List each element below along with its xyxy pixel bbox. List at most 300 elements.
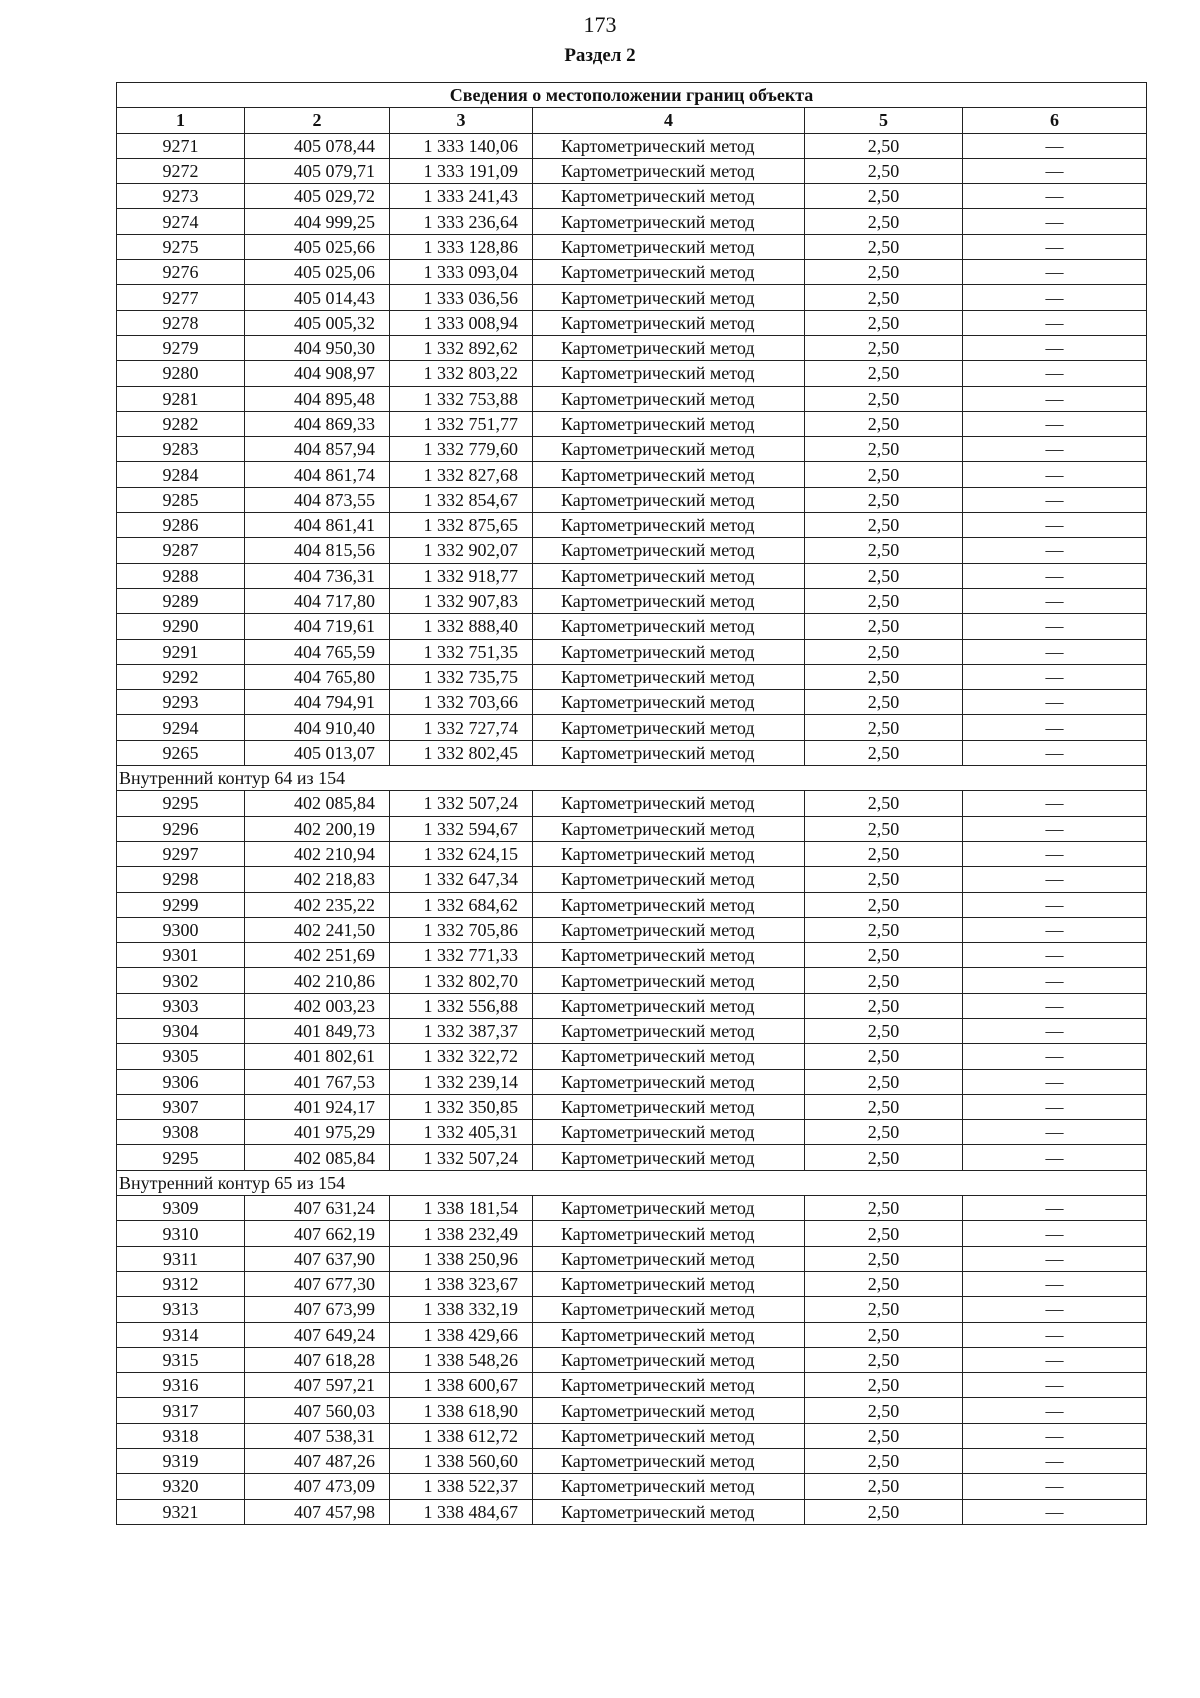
point-number-cell: 9314 (117, 1322, 245, 1347)
table-row (117, 715, 1147, 740)
table-row (117, 791, 1147, 816)
table-row (117, 437, 1147, 462)
description-cell: — (963, 209, 1147, 234)
method-cell: Картометрический метод (533, 538, 805, 563)
table-row (117, 1246, 1147, 1271)
accuracy-cell: 2,50 (805, 715, 963, 740)
table-row (117, 1120, 1147, 1145)
description-cell: — (963, 361, 1147, 386)
table-row (117, 1499, 1147, 1524)
table-row (117, 968, 1147, 993)
point-number-cell: 9310 (117, 1221, 245, 1246)
point-number-cell: 9304 (117, 1018, 245, 1043)
point-number-cell: 9276 (117, 260, 245, 285)
description-cell: — (963, 1069, 1147, 1094)
x-coordinate-cell: 405 025,66 (245, 234, 390, 259)
point-number-cell: 9289 (117, 588, 245, 613)
y-coordinate-cell: 1 332 405,31 (390, 1120, 533, 1145)
description-cell: — (963, 917, 1147, 942)
description-cell: — (963, 892, 1147, 917)
y-coordinate-cell: 1 332 647,34 (390, 867, 533, 892)
point-number-cell: 9291 (117, 639, 245, 664)
accuracy-cell: 2,50 (805, 513, 963, 538)
column-header: 2 (245, 108, 390, 133)
description-cell: — (963, 285, 1147, 310)
x-coordinate-cell: 404 950,30 (245, 335, 390, 360)
y-coordinate-cell: 1 338 484,67 (390, 1499, 533, 1524)
method-cell: Картометрический метод (533, 234, 805, 259)
description-cell: — (963, 184, 1147, 209)
description-cell: — (963, 816, 1147, 841)
y-coordinate-cell: 1 338 323,67 (390, 1271, 533, 1296)
y-coordinate-cell: 1 332 703,66 (390, 690, 533, 715)
method-cell: Картометрический метод (533, 1069, 805, 1094)
accuracy-cell: 2,50 (805, 1449, 963, 1474)
table-row (117, 1449, 1147, 1474)
method-cell: Картометрический метод (533, 1373, 805, 1398)
x-coordinate-cell: 407 538,31 (245, 1423, 390, 1448)
description-cell: — (963, 1423, 1147, 1448)
method-cell: Картометрический метод (533, 285, 805, 310)
method-cell: Картометрический метод (533, 1044, 805, 1069)
x-coordinate-cell: 404 857,94 (245, 437, 390, 462)
table-row (117, 917, 1147, 942)
description-cell: — (963, 1322, 1147, 1347)
y-coordinate-cell: 1 333 036,56 (390, 285, 533, 310)
description-cell: — (963, 1120, 1147, 1145)
accuracy-cell: 2,50 (805, 285, 963, 310)
accuracy-cell: 2,50 (805, 968, 963, 993)
method-cell: Картометрический метод (533, 487, 805, 512)
y-coordinate-cell: 1 332 802,45 (390, 740, 533, 765)
table-row (117, 335, 1147, 360)
method-cell: Картометрический метод (533, 335, 805, 360)
y-coordinate-cell: 1 332 875,65 (390, 513, 533, 538)
method-cell: Картометрический метод (533, 1499, 805, 1524)
point-number-cell: 9284 (117, 462, 245, 487)
description-cell: — (963, 1347, 1147, 1372)
table-row (117, 1474, 1147, 1499)
point-number-cell: 9272 (117, 158, 245, 183)
method-cell: Картометрический метод (533, 588, 805, 613)
method-cell: Картометрический метод (533, 1145, 805, 1170)
y-coordinate-cell: 1 332 624,15 (390, 841, 533, 866)
accuracy-cell: 2,50 (805, 1322, 963, 1347)
accuracy-cell: 2,50 (805, 841, 963, 866)
point-number-cell: 9297 (117, 841, 245, 866)
accuracy-cell: 2,50 (805, 917, 963, 942)
point-number-cell: 9271 (117, 133, 245, 158)
column-header: 6 (963, 108, 1147, 133)
point-number-cell: 9292 (117, 664, 245, 689)
point-number-cell: 9313 (117, 1297, 245, 1322)
accuracy-cell: 2,50 (805, 1373, 963, 1398)
x-coordinate-cell: 404 765,59 (245, 639, 390, 664)
accuracy-cell: 2,50 (805, 538, 963, 563)
description-cell: — (963, 867, 1147, 892)
accuracy-cell: 2,50 (805, 1018, 963, 1043)
table-row (117, 1018, 1147, 1043)
x-coordinate-cell: 405 029,72 (245, 184, 390, 209)
table-row (117, 563, 1147, 588)
accuracy-cell: 2,50 (805, 209, 963, 234)
method-cell: Картометрический метод (533, 158, 805, 183)
table-row (117, 1347, 1147, 1372)
y-coordinate-cell: 1 332 803,22 (390, 361, 533, 386)
table-row (117, 386, 1147, 411)
point-number-cell: 9296 (117, 816, 245, 841)
y-coordinate-cell: 1 332 888,40 (390, 614, 533, 639)
column-header: 5 (805, 108, 963, 133)
table-row (117, 1221, 1147, 1246)
table-row (117, 1271, 1147, 1296)
y-coordinate-cell: 1 332 918,77 (390, 563, 533, 588)
point-number-cell: 9300 (117, 917, 245, 942)
x-coordinate-cell: 405 025,06 (245, 260, 390, 285)
description-cell: — (963, 715, 1147, 740)
description-cell: — (963, 639, 1147, 664)
point-number-cell: 9316 (117, 1373, 245, 1398)
x-coordinate-cell: 407 673,99 (245, 1297, 390, 1322)
method-cell: Картометрический метод (533, 386, 805, 411)
table-row (117, 361, 1147, 386)
x-coordinate-cell: 402 003,23 (245, 993, 390, 1018)
table-row (117, 841, 1147, 866)
y-coordinate-cell: 1 332 507,24 (390, 791, 533, 816)
y-coordinate-cell: 1 333 241,43 (390, 184, 533, 209)
y-coordinate-cell: 1 338 612,72 (390, 1423, 533, 1448)
x-coordinate-cell: 404 873,55 (245, 487, 390, 512)
method-cell: Картометрический метод (533, 968, 805, 993)
table-row (117, 740, 1147, 765)
table-row (117, 1373, 1147, 1398)
method-cell: Картометрический метод (533, 841, 805, 866)
table-row (117, 411, 1147, 436)
point-number-cell: 9315 (117, 1347, 245, 1372)
method-cell: Картометрический метод (533, 1094, 805, 1119)
description-cell: — (963, 158, 1147, 183)
y-coordinate-cell: 1 332 892,62 (390, 335, 533, 360)
y-coordinate-cell: 1 332 507,24 (390, 1145, 533, 1170)
y-coordinate-cell: 1 332 322,72 (390, 1044, 533, 1069)
contour-row (117, 766, 1147, 791)
point-number-cell: 9317 (117, 1398, 245, 1423)
accuracy-cell: 2,50 (805, 588, 963, 613)
description-cell: — (963, 462, 1147, 487)
x-coordinate-cell: 407 637,90 (245, 1246, 390, 1271)
y-coordinate-cell: 1 332 735,75 (390, 664, 533, 689)
y-coordinate-cell: 1 332 684,62 (390, 892, 533, 917)
x-coordinate-cell: 404 908,97 (245, 361, 390, 386)
method-cell: Картометрический метод (533, 411, 805, 436)
point-number-cell: 9278 (117, 310, 245, 335)
table-row (117, 943, 1147, 968)
accuracy-cell: 2,50 (805, 867, 963, 892)
y-coordinate-cell: 1 333 236,64 (390, 209, 533, 234)
x-coordinate-cell: 402 235,22 (245, 892, 390, 917)
x-coordinate-cell: 402 200,19 (245, 816, 390, 841)
point-number-cell: 9287 (117, 538, 245, 563)
y-coordinate-cell: 1 332 802,70 (390, 968, 533, 993)
method-cell: Картометрический метод (533, 816, 805, 841)
x-coordinate-cell: 405 014,43 (245, 285, 390, 310)
point-number-cell: 9303 (117, 993, 245, 1018)
table-row (117, 993, 1147, 1018)
description-cell: — (963, 690, 1147, 715)
y-coordinate-cell: 1 332 239,14 (390, 1069, 533, 1094)
description-cell: — (963, 1246, 1147, 1271)
contour-label: Внутренний контур 64 из 154 (117, 766, 1147, 791)
description-cell: — (963, 487, 1147, 512)
description-cell: — (963, 740, 1147, 765)
x-coordinate-cell: 407 487,26 (245, 1449, 390, 1474)
point-number-cell: 9290 (117, 614, 245, 639)
x-coordinate-cell: 407 649,24 (245, 1322, 390, 1347)
y-coordinate-cell: 1 338 600,67 (390, 1373, 533, 1398)
y-coordinate-cell: 1 338 560,60 (390, 1449, 533, 1474)
accuracy-cell: 2,50 (805, 816, 963, 841)
x-coordinate-cell: 402 210,86 (245, 968, 390, 993)
table-row (117, 1069, 1147, 1094)
x-coordinate-cell: 405 079,71 (245, 158, 390, 183)
x-coordinate-cell: 407 457,98 (245, 1499, 390, 1524)
accuracy-cell: 2,50 (805, 133, 963, 158)
description-cell: — (963, 1297, 1147, 1322)
y-coordinate-cell: 1 338 232,49 (390, 1221, 533, 1246)
description-cell: — (963, 1373, 1147, 1398)
description-cell: — (963, 538, 1147, 563)
point-number-cell: 9285 (117, 487, 245, 512)
table-row (117, 639, 1147, 664)
description-cell: — (963, 1145, 1147, 1170)
description-cell: — (963, 411, 1147, 436)
table-row (117, 310, 1147, 335)
column-header: 4 (533, 108, 805, 133)
x-coordinate-cell: 405 078,44 (245, 133, 390, 158)
table-row (117, 158, 1147, 183)
accuracy-cell: 2,50 (805, 361, 963, 386)
point-number-cell: 9280 (117, 361, 245, 386)
accuracy-cell: 2,50 (805, 943, 963, 968)
y-coordinate-cell: 1 332 350,85 (390, 1094, 533, 1119)
accuracy-cell: 2,50 (805, 234, 963, 259)
x-coordinate-cell: 407 662,19 (245, 1221, 390, 1246)
point-number-cell: 9319 (117, 1449, 245, 1474)
table-row (117, 588, 1147, 613)
accuracy-cell: 2,50 (805, 1069, 963, 1094)
boundary-table (116, 82, 1147, 1525)
method-cell: Картометрический метод (533, 690, 805, 715)
x-coordinate-cell: 401 767,53 (245, 1069, 390, 1094)
method-cell: Картометрический метод (533, 462, 805, 487)
point-number-cell: 9283 (117, 437, 245, 462)
description-cell: — (963, 1449, 1147, 1474)
method-cell: Картометрический метод (533, 361, 805, 386)
point-number-cell: 9288 (117, 563, 245, 588)
point-number-cell: 9302 (117, 968, 245, 993)
y-coordinate-cell: 1 332 753,88 (390, 386, 533, 411)
description-cell: — (963, 791, 1147, 816)
y-coordinate-cell: 1 332 779,60 (390, 437, 533, 462)
method-cell: Картометрический метод (533, 943, 805, 968)
x-coordinate-cell: 401 975,29 (245, 1120, 390, 1145)
point-number-cell: 9305 (117, 1044, 245, 1069)
table-header-row (117, 108, 1147, 133)
x-coordinate-cell: 404 719,61 (245, 614, 390, 639)
x-coordinate-cell: 405 013,07 (245, 740, 390, 765)
accuracy-cell: 2,50 (805, 462, 963, 487)
method-cell: Картометрический метод (533, 513, 805, 538)
point-number-cell: 9320 (117, 1474, 245, 1499)
y-coordinate-cell: 1 332 827,68 (390, 462, 533, 487)
y-coordinate-cell: 1 333 191,09 (390, 158, 533, 183)
description-cell: — (963, 1196, 1147, 1221)
description-cell: — (963, 1094, 1147, 1119)
y-coordinate-cell: 1 332 854,67 (390, 487, 533, 512)
x-coordinate-cell: 407 473,09 (245, 1474, 390, 1499)
point-number-cell: 9318 (117, 1423, 245, 1448)
method-cell: Картометрический метод (533, 1196, 805, 1221)
point-number-cell: 9286 (117, 513, 245, 538)
method-cell: Картометрический метод (533, 437, 805, 462)
accuracy-cell: 2,50 (805, 386, 963, 411)
y-coordinate-cell: 1 332 902,07 (390, 538, 533, 563)
accuracy-cell: 2,50 (805, 1347, 963, 1372)
table-row (117, 462, 1147, 487)
page-number: 173 (583, 12, 617, 37)
accuracy-cell: 2,50 (805, 1271, 963, 1296)
description-cell: — (963, 1499, 1147, 1524)
description-cell: — (963, 260, 1147, 285)
y-coordinate-cell: 1 338 332,19 (390, 1297, 533, 1322)
method-cell: Картометрический метод (533, 209, 805, 234)
table-row (117, 892, 1147, 917)
method-cell: Картометрический метод (533, 1347, 805, 1372)
method-cell: Картометрический метод (533, 1322, 805, 1347)
accuracy-cell: 2,50 (805, 487, 963, 512)
accuracy-cell: 2,50 (805, 1094, 963, 1119)
column-header: 3 (390, 108, 533, 133)
description-cell: — (963, 1398, 1147, 1423)
x-coordinate-cell: 404 895,48 (245, 386, 390, 411)
point-number-cell: 9295 (117, 1145, 245, 1170)
method-cell: Картометрический метод (533, 1018, 805, 1043)
table-row (117, 816, 1147, 841)
accuracy-cell: 2,50 (805, 639, 963, 664)
point-number-cell: 9295 (117, 791, 245, 816)
table-body (117, 133, 1147, 1524)
accuracy-cell: 2,50 (805, 184, 963, 209)
accuracy-cell: 2,50 (805, 437, 963, 462)
y-coordinate-cell: 1 338 548,26 (390, 1347, 533, 1372)
accuracy-cell: 2,50 (805, 614, 963, 639)
accuracy-cell: 2,50 (805, 1423, 963, 1448)
table-row (117, 1398, 1147, 1423)
description-cell: — (963, 614, 1147, 639)
method-cell: Картометрический метод (533, 917, 805, 942)
method-cell: Картометрический метод (533, 1398, 805, 1423)
contour-row (117, 1170, 1147, 1195)
y-coordinate-cell: 1 338 618,90 (390, 1398, 533, 1423)
accuracy-cell: 2,50 (805, 158, 963, 183)
y-coordinate-cell: 1 332 556,88 (390, 993, 533, 1018)
method-cell: Картометрический метод (533, 563, 805, 588)
point-number-cell: 9308 (117, 1120, 245, 1145)
y-coordinate-cell: 1 333 008,94 (390, 310, 533, 335)
point-number-cell: 9265 (117, 740, 245, 765)
x-coordinate-cell: 404 910,40 (245, 715, 390, 740)
x-coordinate-cell: 402 085,84 (245, 1145, 390, 1170)
method-cell: Картометрический метод (533, 184, 805, 209)
accuracy-cell: 2,50 (805, 411, 963, 436)
description-cell: — (963, 993, 1147, 1018)
table-row (117, 234, 1147, 259)
x-coordinate-cell: 401 802,61 (245, 1044, 390, 1069)
y-coordinate-cell: 1 338 181,54 (390, 1196, 533, 1221)
x-coordinate-cell: 407 618,28 (245, 1347, 390, 1372)
x-coordinate-cell: 404 861,74 (245, 462, 390, 487)
accuracy-cell: 2,50 (805, 664, 963, 689)
table-title: Сведения о местоположении границ объекта (117, 83, 1147, 108)
accuracy-cell: 2,50 (805, 1145, 963, 1170)
table-row (117, 538, 1147, 563)
method-cell: Картометрический метод (533, 260, 805, 285)
point-number-cell: 9301 (117, 943, 245, 968)
description-cell: — (963, 1271, 1147, 1296)
point-number-cell: 9277 (117, 285, 245, 310)
accuracy-cell: 2,50 (805, 690, 963, 715)
table-row (117, 513, 1147, 538)
y-coordinate-cell: 1 332 751,35 (390, 639, 533, 664)
description-cell: — (963, 1018, 1147, 1043)
description-cell: — (963, 563, 1147, 588)
y-coordinate-cell: 1 338 429,66 (390, 1322, 533, 1347)
point-number-cell: 9282 (117, 411, 245, 436)
description-cell: — (963, 386, 1147, 411)
x-coordinate-cell: 404 794,91 (245, 690, 390, 715)
point-number-cell: 9275 (117, 234, 245, 259)
point-number-cell: 9273 (117, 184, 245, 209)
accuracy-cell: 2,50 (805, 1499, 963, 1524)
x-coordinate-cell: 407 677,30 (245, 1271, 390, 1296)
description-cell: — (963, 133, 1147, 158)
point-number-cell: 9321 (117, 1499, 245, 1524)
x-coordinate-cell: 404 815,56 (245, 538, 390, 563)
accuracy-cell: 2,50 (805, 1297, 963, 1322)
y-coordinate-cell: 1 333 140,06 (390, 133, 533, 158)
y-coordinate-cell: 1 333 128,86 (390, 234, 533, 259)
point-number-cell: 9281 (117, 386, 245, 411)
x-coordinate-cell: 407 597,21 (245, 1373, 390, 1398)
y-coordinate-cell: 1 332 705,86 (390, 917, 533, 942)
y-coordinate-cell: 1 332 907,83 (390, 588, 533, 613)
description-cell: — (963, 437, 1147, 462)
method-cell: Картометрический метод (533, 791, 805, 816)
y-coordinate-cell: 1 332 751,77 (390, 411, 533, 436)
x-coordinate-cell: 401 849,73 (245, 1018, 390, 1043)
y-coordinate-cell: 1 338 522,37 (390, 1474, 533, 1499)
x-coordinate-cell: 404 717,80 (245, 588, 390, 613)
method-cell: Картометрический метод (533, 614, 805, 639)
point-number-cell: 9298 (117, 867, 245, 892)
x-coordinate-cell: 402 218,83 (245, 867, 390, 892)
description-cell: — (963, 943, 1147, 968)
table-row (117, 614, 1147, 639)
method-cell: Картометрический метод (533, 715, 805, 740)
accuracy-cell: 2,50 (805, 563, 963, 588)
method-cell: Картометрический метод (533, 1297, 805, 1322)
table-row (117, 690, 1147, 715)
